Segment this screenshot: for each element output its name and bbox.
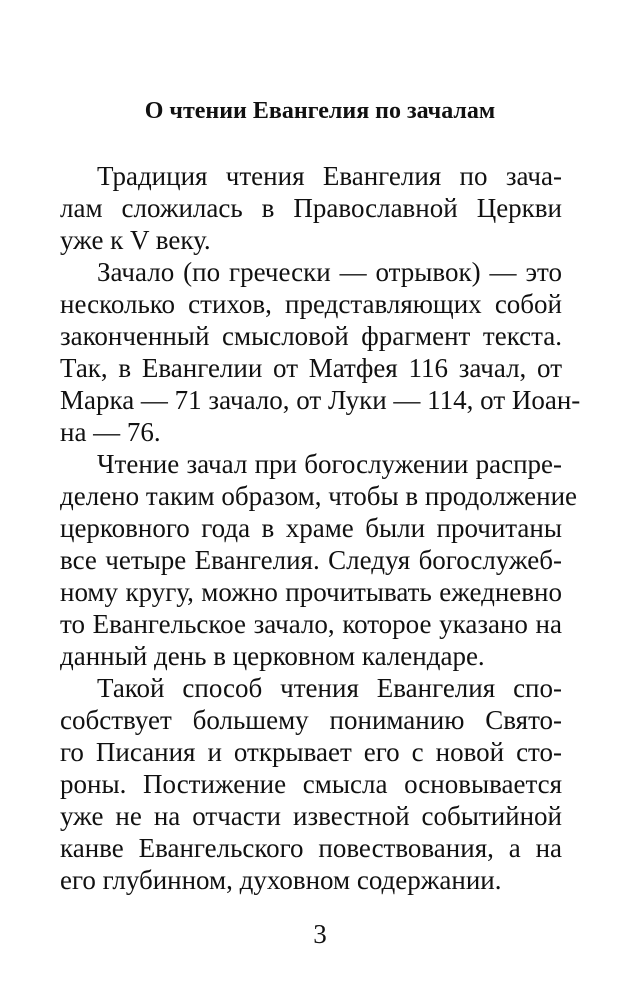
- text-line: лам сложилась в Православной Церкви: [60, 193, 562, 223]
- text-line: Чтение зачал при богослужении распре-: [97, 449, 562, 479]
- text-line: Такой способ чтения Евангелия спо-: [97, 673, 562, 703]
- text-line: несколько стихов, представляющих собой: [60, 289, 562, 319]
- text-line: Так, в Евангелии от Матфея 116 зачал, от: [60, 353, 562, 383]
- text-line: делено таким образом, чтобы в продолжение: [60, 481, 578, 511]
- text-line: роны. Постижение смысла основывается: [60, 769, 562, 799]
- text-line: уже к V веку.: [60, 225, 211, 255]
- text-line: на — 76.: [60, 417, 161, 447]
- text-line: собствует большему пониманию Свято-: [60, 705, 562, 735]
- text-line: законченный смысловой фрагмент текста.: [60, 321, 562, 351]
- text-line: то Евангельское зачало, которое указано на: [60, 609, 562, 639]
- text-line: ному кругу, можно прочитывать ежедневно: [60, 577, 562, 607]
- page-number: 3: [313, 919, 327, 949]
- text-line: уже не на отчасти известной событийной: [60, 801, 562, 831]
- page-title: О чтении Евангелия по зачалам: [144, 98, 496, 124]
- text-line: данный день в церковном календаре.: [60, 641, 485, 671]
- text-line: Марка — 71 зачало, от Луки — 114, от Иоан-: [60, 385, 581, 415]
- text-line: Традиция чтения Евангелия по зача-: [97, 161, 562, 191]
- text-line: канве Евангельского повествования, а на: [60, 833, 562, 863]
- text-line: церковного года в храме были прочитаны: [60, 513, 562, 543]
- text-line: все четыре Евангелия. Следуя богослужеб-: [60, 545, 562, 575]
- text-line: го Писания и открывает его с новой сто-: [60, 737, 562, 767]
- text-line: его глубинном, духовном содержании.: [60, 865, 502, 895]
- text-line: Зачало (по гречески — отрывок) — это: [97, 257, 562, 287]
